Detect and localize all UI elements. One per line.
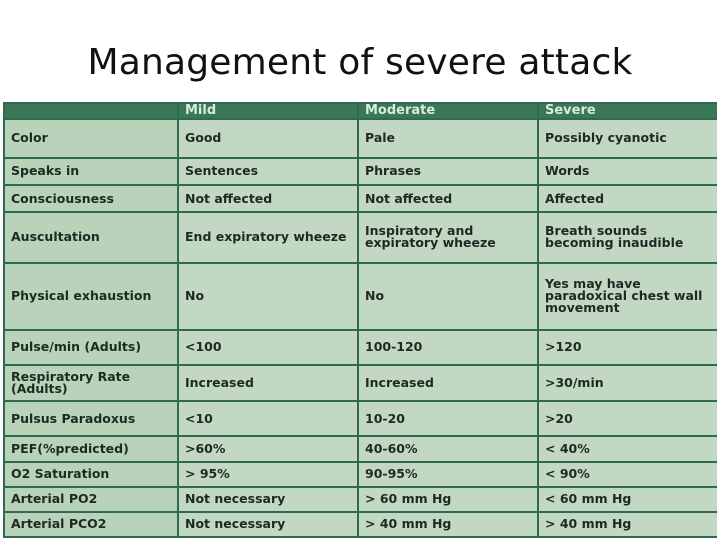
severity-table-container (3, 102, 717, 538)
severe-cell: Possibly cyanotic (539, 120, 717, 157)
moderate-cell: Pale (359, 120, 537, 157)
table-row (5, 366, 717, 400)
param-cell: Color (5, 120, 177, 157)
table-row (5, 264, 717, 329)
severe-cell: >20 (539, 402, 717, 436)
mild-cell: Not affected (179, 186, 357, 211)
table-row (5, 402, 717, 436)
moderate-cell: Inspiratory and expiratory wheeze (359, 213, 537, 261)
mild-cell: <10 (179, 402, 357, 436)
moderate-cell: 40-60% (359, 437, 537, 460)
mild-cell: Increased (179, 366, 357, 400)
mild-cell: >60% (179, 437, 357, 460)
moderate-cell: Increased (359, 366, 537, 400)
mild-cell: > 95% (179, 463, 357, 486)
moderate-cell: 90-95% (359, 463, 537, 486)
header-corner (5, 104, 177, 118)
severe-cell: Breath sounds becoming inaudible (539, 213, 717, 261)
param-cell: O2 Saturation (5, 463, 177, 486)
slide-title: Management of severe attack (87, 42, 633, 83)
moderate-cell: 10-20 (359, 402, 537, 436)
param-cell: Physical exhaustion (5, 264, 177, 329)
table-row (5, 213, 717, 261)
table-row (5, 513, 717, 536)
severe-cell: Affected (539, 186, 717, 211)
param-cell: Speaks in (5, 159, 177, 184)
table-row (5, 159, 717, 184)
moderate-cell: > 40 mm Hg (359, 513, 537, 536)
moderate-cell: Not affected (359, 186, 537, 211)
param-cell: Arterial PO2 (5, 488, 177, 511)
mild-cell: Not necessary (179, 488, 357, 511)
severe-cell: < 60 mm Hg (539, 488, 717, 511)
severe-cell: Words (539, 159, 717, 184)
mild-cell: No (179, 264, 357, 329)
param-cell: Arterial PCO2 (5, 513, 177, 536)
moderate-cell: 100-120 (359, 331, 537, 365)
param-cell: Pulsus Paradoxus (5, 402, 177, 436)
param-cell: Respiratory Rate (Adults) (5, 366, 177, 400)
severe-cell: Yes may have paradoxical chest wall movement (539, 264, 717, 329)
moderate-cell: No (359, 264, 537, 329)
moderate-cell: > 60 mm Hg (359, 488, 537, 511)
mild-cell: <100 (179, 331, 357, 365)
table-row (5, 331, 717, 365)
table-row (5, 437, 717, 460)
moderate-cell: Phrases (359, 159, 537, 184)
mild-cell: Good (179, 120, 357, 157)
param-cell: PEF(%predicted) (5, 437, 177, 460)
severity-table (3, 102, 719, 538)
param-cell: Pulse/min (Adults) (5, 331, 177, 365)
header-moderate: Moderate (359, 104, 537, 118)
header-row (5, 104, 717, 118)
table-row (5, 463, 717, 486)
severe-cell: < 40% (539, 437, 717, 460)
severe-cell: >120 (539, 331, 717, 365)
mild-cell: Not necessary (179, 513, 357, 536)
severe-cell: > 40 mm Hg (539, 513, 717, 536)
table-row (5, 488, 717, 511)
table-row (5, 186, 717, 211)
header-mild: Mild (179, 104, 357, 118)
param-cell: Auscultation (5, 213, 177, 261)
param-cell: Consciousness (5, 186, 177, 211)
mild-cell: Sentences (179, 159, 357, 184)
severe-cell: >30/min (539, 366, 717, 400)
severe-cell: < 90% (539, 463, 717, 486)
header-severe: Severe (539, 104, 717, 118)
table-row (5, 120, 717, 157)
mild-cell: End expiratory wheeze (179, 213, 357, 261)
